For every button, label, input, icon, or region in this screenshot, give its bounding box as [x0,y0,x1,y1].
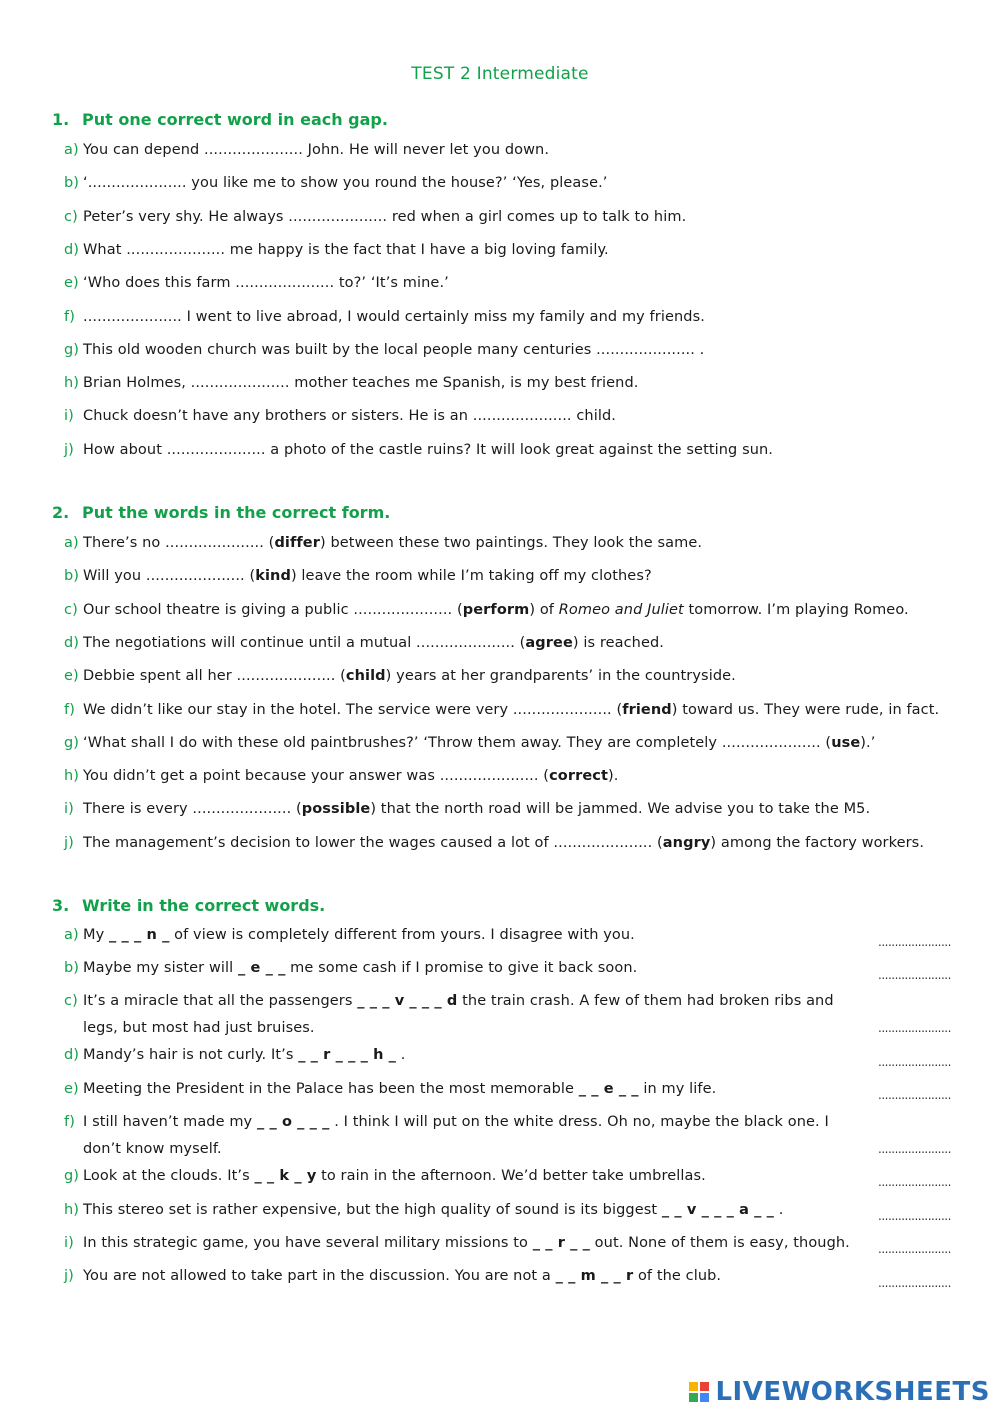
exercise-item [64,270,449,297]
answer-line[interactable]: ...................... [878,1276,951,1290]
exercise-item [64,1263,864,1290]
sentence-text: ) years at her grandparents’ in the countryside. [385,668,736,684]
item-letter: a) [64,142,79,158]
exercise-item [64,830,924,857]
sentence-text: Our school theatre is giving a public ..................... ( [83,602,463,618]
item-letter: j) [64,835,74,851]
sentence-text: ) is reached. [572,635,665,651]
item-letter: f) [64,1114,75,1130]
item-letter: e) [64,275,79,291]
sentence-text: out. None of them is easy, though. [589,1235,850,1251]
base-word: friend [622,702,672,718]
exercise-item [64,170,608,197]
letter-pattern: _ e _ _ [238,960,286,976]
sentence-text: ).’ [860,735,876,751]
sentence-text: ‘..................... you like me to show you round the house?’ ‘Yes, please.’ [83,175,608,191]
logo-square-green [689,1393,698,1402]
sentence-text: ) leave the room while I’m taking off my clothes? [290,568,652,584]
section-heading [52,503,390,522]
item-letter: g) [64,342,80,358]
item-letter: a) [64,927,79,943]
base-word: differ [274,535,320,551]
answer-line[interactable]: ...................... [878,1242,951,1256]
sentence-text: Brian Holmes, ..................... mother teaches me Spanish, is my best friend. [83,375,639,391]
sentence-text: Peter’s very shy. He always ..................... red when a girl comes up to talk to him. [83,209,687,225]
exercise-item [64,1197,864,1224]
exercise-item [64,437,773,464]
item-letter: i) [64,801,74,817]
exercise-item [64,763,618,790]
exercise-item [64,922,864,949]
item-letter: g) [64,1168,80,1184]
sentence-text: Mandy’s hair is not curly. It’s [83,1047,299,1063]
exercise-item [64,530,702,557]
letter-pattern: _ _ o _ _ _ [256,1114,330,1130]
exercise-item [64,730,875,757]
sentence-text: in my life. [638,1081,717,1097]
sentence-text: My [83,927,110,943]
sentence-continuation: don’t know myself. [83,1141,222,1157]
base-word: kind [255,568,291,584]
section-heading-text: Put the words in the correct form. [82,503,391,522]
logo-mark-icon [689,1382,709,1402]
sentence-text: Maybe my sister will [83,960,238,976]
item-letter: i) [64,408,74,424]
answer-line[interactable]: ...................... [878,1088,951,1102]
sentence-text: tomorrow. I’m playing Romeo. [683,602,909,618]
logo-text: LIVEWORKSHEETS [715,1377,990,1407]
item-letter: b) [64,175,80,191]
base-word: child [345,668,386,684]
sentence-text: the train crash. A few of them had broken ribs and [457,993,834,1009]
section-heading [52,110,388,129]
exercise-item [64,630,664,657]
sentence-text: ) of [529,602,559,618]
item-letter: h) [64,375,80,391]
answer-line[interactable]: ...................... [878,1175,951,1189]
sentence-text: The management’s decision to lower the wages caused a lot of ..................... ( [83,835,663,851]
exercise-item [64,1076,864,1103]
section-number: 2. [52,503,70,522]
item-letter: b) [64,960,80,976]
exercise-item [64,337,704,364]
sentence-continuation: legs, but most had just bruises. [83,1020,315,1036]
exercise-item [64,1230,864,1257]
exercise-item [64,697,939,724]
exercise-item [64,563,652,590]
item-letter: f) [64,309,75,325]
liveworksheets-logo [689,1377,990,1407]
sentence-text: You can depend ..................... John. He will never let you down. [83,142,550,158]
item-letter: j) [64,442,74,458]
sentence-text: . I think I will put on the white dress. Oh no, maybe the black one. I [329,1114,829,1130]
exercise-item [64,663,736,690]
sentence-text: ‘What shall I do with these old paintbrushes?’ ‘Throw them away. They are completely ..................... ( [83,735,832,751]
item-letter: j) [64,1268,74,1284]
item-letter: c) [64,209,78,225]
sentence-text: There’s no ..................... ( [83,535,275,551]
item-letter: e) [64,1081,79,1097]
letter-pattern: _ _ e _ _ [578,1081,639,1097]
answer-line[interactable]: ...................... [878,1142,951,1156]
sentence-text: Chuck doesn’t have any brothers or sisters. He is an ..................... child. [83,408,616,424]
sentence-text: Debbie spent all her ..................... ( [83,668,346,684]
sentence-text: of view is completely different from yours. I disagree with you. [169,927,635,943]
answer-line[interactable]: ...................... [878,1021,951,1035]
sentence-text: You didn’t get a point because your answer was ..................... ( [83,768,550,784]
letter-pattern: _ _ r _ _ _ h _ [298,1047,396,1063]
item-letter: d) [64,635,80,651]
exercise-item [64,370,638,397]
base-word: agree [525,635,573,651]
title-text: Romeo and Juliet [558,602,684,618]
base-word: correct [549,768,608,784]
exercise-item [64,403,616,430]
item-letter: d) [64,242,80,258]
sentence-text: ) that the north road will be jammed. We advise you to take the M5. [370,801,871,817]
letter-pattern: _ _ m _ _ r [555,1268,634,1284]
sentence-text: ..................... I went to live abroad, I would certainly miss my family and my friends. [83,309,705,325]
item-letter: c) [64,602,78,618]
base-word: use [831,735,861,751]
section-number: 3. [52,896,70,915]
logo-square-red [700,1382,709,1391]
exercise-item [64,796,870,823]
sentence-text: Meeting the President in the Palace has been the most memorable [83,1081,579,1097]
sentence-text: ) between these two paintings. They look the same. [320,535,703,551]
item-letter: i) [64,1235,74,1251]
base-word: angry [662,835,711,851]
sentence-text: It’s a miracle that all the passengers [83,993,358,1009]
base-word: perform [462,602,530,618]
sentence-text: This stereo set is rather expensive, but the high quality of sound is its biggest [83,1202,662,1218]
letter-pattern: _ _ v _ _ _ a _ _ [661,1202,774,1218]
sentence-text: to rain in the afternoon. We’d better take umbrellas. [316,1168,706,1184]
sentence-text: . [773,1202,784,1218]
sentence-text: This old wooden church was built by the local people many centuries ..................... . [83,342,705,358]
item-letter: c) [64,993,78,1009]
sentence-text: ) toward us. They were rude, in fact. [671,702,940,718]
item-letter: h) [64,768,80,784]
sentence-text: me some cash if I promise to give it back soon. [285,960,638,976]
section-heading-text: Put one correct word in each gap. [82,110,388,129]
exercise-item [64,955,864,982]
sentence-text: ‘Who does this farm ..................... to?’ ‘It’s mine.’ [83,275,449,291]
sentence-text: . [396,1047,406,1063]
letter-pattern: _ _ _ n _ [109,927,170,943]
answer-line[interactable]: ...................... [878,1055,951,1069]
answer-line[interactable]: ...................... [878,935,951,949]
base-word: possible [301,801,371,817]
exercise-item [64,1163,864,1190]
exercise-item [64,137,549,164]
logo-square-yellow [689,1382,698,1391]
answer-line[interactable]: ...................... [878,1209,951,1223]
sentence-text: In this strategic game, you have several military missions to [83,1235,533,1251]
exercise-item [64,304,705,331]
sentence-text: ). [607,768,619,784]
letter-pattern: _ _ _ v _ _ _ d [357,993,458,1009]
sentence-text: Will you ..................... ( [83,568,256,584]
logo-square-blue [700,1393,709,1402]
item-letter: f) [64,702,75,718]
answer-line[interactable]: ...................... [878,968,951,982]
item-letter: d) [64,1047,80,1063]
section-heading-text: Write in the correct words. [82,896,326,915]
sentence-text: I still haven’t made my [83,1114,257,1130]
letter-pattern: _ _ k _ y [254,1168,317,1184]
section-number: 1. [52,110,70,129]
exercise-item [64,237,609,264]
page-title: TEST 2 Intermediate [411,64,589,84]
sentence-text: ) among the factory workers. [710,835,925,851]
letter-pattern: _ _ r _ _ [532,1235,590,1251]
exercise-item [64,1109,864,1163]
sentence-text: The negotiations will continue until a mutual ..................... ( [83,635,526,651]
sentence-text: There is every ..................... ( [83,801,302,817]
item-letter: g) [64,735,80,751]
exercise-item [64,1042,864,1069]
sentence-text: How about ..................... a photo of the castle ruins? It will look great against the setting sun. [83,442,774,458]
item-letter: h) [64,1202,80,1218]
sentence-text: of the club. [633,1268,722,1284]
sentence-text: You are not allowed to take part in the discussion. You are not a [83,1268,556,1284]
sentence-text: We didn’t like our stay in the hotel. The service were very ..................... ( [83,702,623,718]
sentence-text: Look at the clouds. It’s [83,1168,255,1184]
sentence-text: What ..................... me happy is the fact that I have a big loving family. [83,242,609,258]
section-heading [52,896,325,915]
exercise-item [64,204,686,231]
item-letter: e) [64,668,79,684]
exercise-item [64,597,909,624]
exercise-item [64,988,864,1042]
item-letter: a) [64,535,79,551]
item-letter: b) [64,568,80,584]
